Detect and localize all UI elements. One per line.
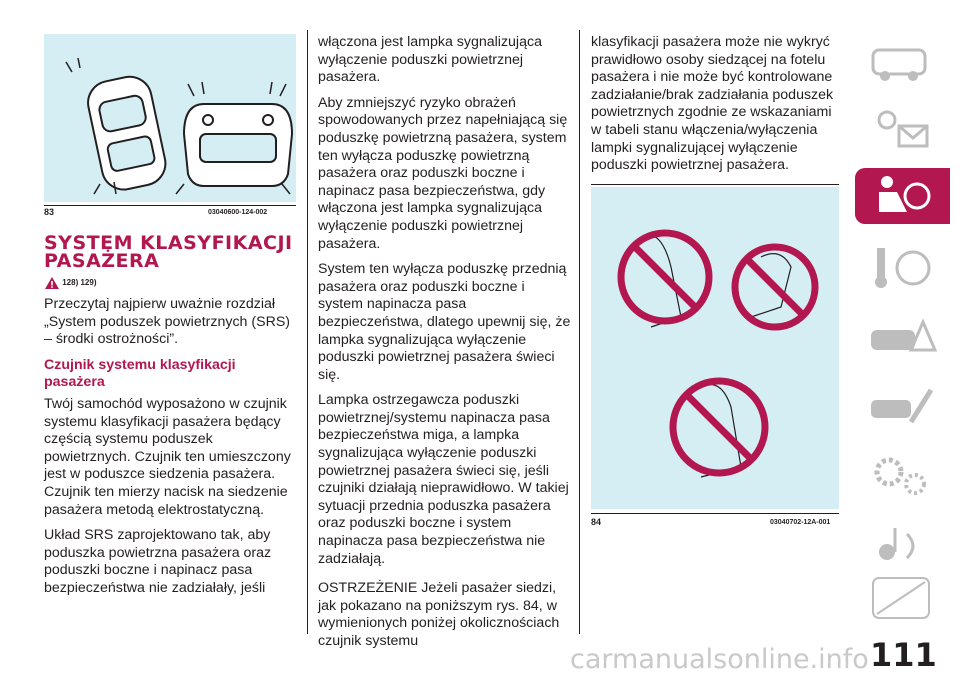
col1-paragraph-3: Układ SRS zaprojektowano tak, aby poduszka powietrzna pasażera oraz poduszki boczne i napinacz pasa bezpieczeństwa nie zadziałały, jeśli [44,527,272,596]
breakdown-car-icon [867,312,937,360]
tab-technical-data[interactable] [855,448,950,504]
figure-84-number: 84 [591,517,602,527]
col2-paragraph-3: System ten wyłącza poduszkę przednią pasażera oraz poduszki boczne i system napinacza pasa bezpieczeństwa, dlatego upewnij się, że lampka sygnalizująca wyłączenie poduszki powietrznej pasażera świeci się. [318,261,571,383]
key-steering-icon [867,242,937,290]
col2-paragraph-2: Aby zmniejszyć ryzyko obrażeń spowodowanych przez napełniającą się poduszkę powietrzną pasażera, system ten wyłącza poduszkę powietrzną pasażera oraz poduszki boczne i napinacz pasa bezpieczeństwa, gdy włączona jest lampka sygnalizująca wyłączenie poduszki powietrznej pasażera. [318,94,568,252]
gears-technical-icon [867,452,937,500]
figure-84-code: 03040702-12A-001 [770,519,831,526]
column-3 [591,34,839,183]
watermark: carmanualsonline.info [570,644,869,675]
col2-paragraph-4: Lampka ostrzegawcza poduszki powietrznej/systemu napinacza pasa bezpieczeństwa miga, a lampka sygnalizująca wyłączenie poduszki powietrznej pasażera świeci się, jeśli czujniki działają nieprawidłowo. W takiej sytuacji przednia poduszka pasażera oraz poduszki boczne i system napinacza pasa bezpieczeństwa nie zadziałają. [318,392,569,567]
warning-refs-text: 128) 129) [62,278,97,288]
column-1 [44,296,296,606]
alphabet-index-icon [867,572,937,620]
warning-triangle-icon [44,276,60,290]
col1-paragraph-1: Przeczytaj najpierw uważnie rozdział „System poduszek powietrznych (SRS) – środki ostrożności”. [44,296,291,348]
tab-multimedia[interactable] [855,518,950,574]
tab-emergency[interactable] [855,308,950,364]
multimedia-icon [867,522,937,570]
col2-paragraph-5: OSTRZEŻENIE Jeżeli pasażer siedzi, jak pokazano na poniższym rys. 84, w wymienionych poniżej okolicznościach czujnik systemu [318,580,560,649]
figure-84-image [591,187,839,509]
tab-safety[interactable] [855,168,950,224]
airbag-seat-icon [867,172,937,220]
figure-83-caption-rule [44,205,296,206]
warning-lights-icon [867,102,937,150]
figure-84-caption-rule [591,513,839,514]
section-title: SYSTEM KLASYFIKACJI PASAŻERA [44,232,293,272]
col1-paragraph-2: Twój samochód wyposażono w czujnik systemu klasyfikacji pasażera będący częścią systemu poduszek powietrznych. Czujnik ten umieszczony jest w poduszce siedzenia pasażera. Czujnik ten mierzy nacisk na siedzenie pasażera metodą elektrostatyczną. [44,395,291,518]
column-2 [318,34,572,659]
figure-84-top-rule [591,184,839,185]
figure-83-image [44,34,296,202]
page-number: 111 [870,636,937,674]
column-separator-2 [579,30,580,634]
incorrect-seating-illustration [591,187,839,509]
col1-subheading: Czujnik systemu klasyfikacji pasażera [44,356,236,391]
wrench-maintenance-icon [867,382,937,430]
tab-index[interactable] [855,568,950,624]
tab-warning-lights[interactable] [855,98,950,154]
car-dashboard-icon [867,36,937,84]
figure-83-number: 83 [44,207,55,217]
figure-83-code: 03040600-124-002 [208,209,268,216]
tab-maintenance[interactable] [855,378,950,434]
overturned-car-illustration [44,34,296,202]
col3-paragraph-1: klasyfikacji pasażera może nie wykryć prawidłowo osoby siedzącej na fotelu pasażera i nie może być kontrolowane zadziałanie/brak zadziałania poduszek powietrznych zgodnie ze wskazaniami w tabeli stanu włączenia/wyłączenia lampki sygnalizującej wyłączenie poduszki powietrznej pasażera. [591,34,834,174]
column-separator-1 [307,30,308,634]
tab-dashboard[interactable] [855,32,950,88]
tab-starting-driving[interactable] [855,238,950,294]
col2-paragraph-1: włączona jest lampka sygnalizująca wyłączenie poduszki powietrznej pasażera. [318,34,542,86]
warning-reference [44,276,96,292]
